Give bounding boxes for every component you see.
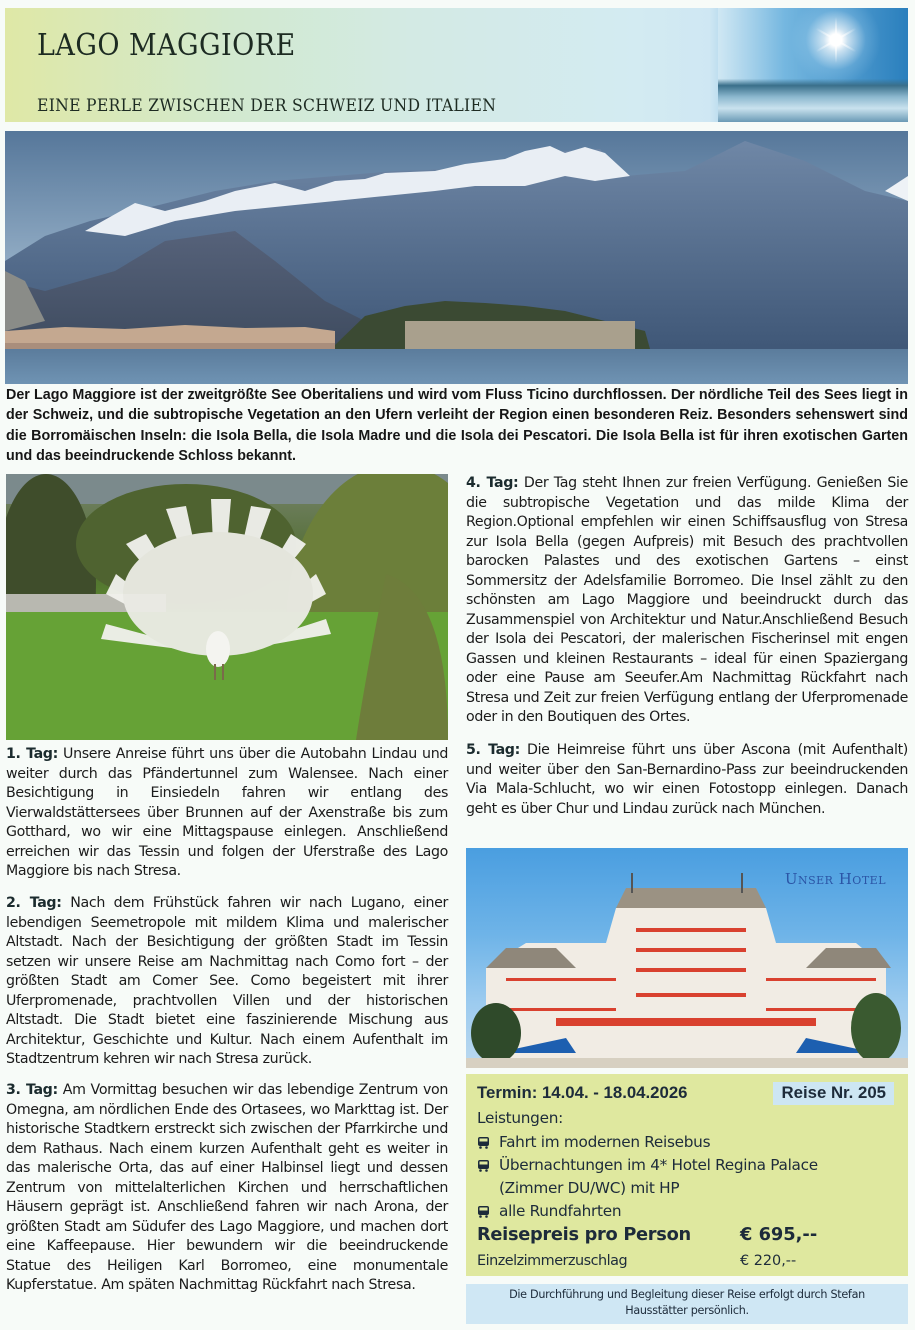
guide-note: Die Durchführung und Begleitung dieser Reise erfolgt durch Stefan Hausstätter persönlich. bbox=[466, 1284, 908, 1324]
day-5-label: 5. Tag: bbox=[466, 742, 520, 758]
mountain-illustration bbox=[5, 131, 908, 384]
day-2-body: Nach dem Frühstück fahren wir nach Lugano, einer lebendigen Seemetropole mit mildem Klima und malerischer Altstadt. Nach der Besichtigung der größten Stadt im Tessin setzen wir unsere Reise am Nachmittag nach Como fort – der größten Stadt am Comer See. Como begeistert mit ihrer Uferpromenade, prachtvollen Villen und der historischen Altstadt. Die Stadt bietet eine faszinierende Mischung aus Architektur, Geschichte und Kultur. Nach einem Aufenthalt im Stadtzentrum kehren wir nach Stresa zurück. bbox=[6, 895, 448, 1067]
intro-paragraph: Der Lago Maggiore ist der zweitgrößte See Oberitaliens und wird vom Fluss Ticino durchflossen. Der nördliche Teil des Sees liegt in der Schweiz, und die subtropische Vegetation an den Ufern verleiht der Region einen besonderen Reiz. Besonders sehenswert sind die Borromäischen Inseln: die Isola Bella, die Isola Madre und die Isola dei Pescatori. Die Isola Bella ist für ihren exotischen Garten und das beeindruckende Schloss bekannt. bbox=[6, 387, 908, 464]
supplement-label: Einzelzimmerzuschlag bbox=[477, 1253, 628, 1269]
hotel-image bbox=[466, 848, 908, 1068]
service-item-continued bbox=[477, 1177, 818, 1200]
page-subtitle: EINE PERLE ZWISCHEN DER SCHWEIZ UND ITALIEN bbox=[37, 96, 497, 116]
day-2-label: 2. Tag: bbox=[6, 895, 62, 911]
single-room-supplement bbox=[466, 1252, 908, 1276]
peacock-garden-image bbox=[6, 474, 448, 740]
travel-dates: Termin: 14.04. - 18.04.2026 bbox=[477, 1083, 688, 1102]
trip-number-badge: Reise Nr. 205 bbox=[773, 1082, 895, 1105]
booking-info-box bbox=[466, 1074, 908, 1252]
price-label: Reisepreis pro Person bbox=[477, 1224, 691, 1245]
day-3-label: 3. Tag: bbox=[6, 1082, 58, 1098]
day-4-text bbox=[466, 474, 908, 728]
service-text: alle Rundfahrten bbox=[499, 1202, 622, 1220]
day-2-text bbox=[6, 894, 448, 1070]
day-3-body: Am Vormittag besuchen wir das lebendige Zentrum von Omegna, am nördlichen Ende des Ortasees, wo Markttag ist. Der historische Stadtkern erstreckt sich zwischen der Pfarrkirche und dem Rathaus. Nach einem kurzen Aufenthalt geht es weiter in das malerische Orta, das auf einer Halbinsel liegt und dessen Zentrum von mittelalterlichen Kirchen und herrschaftlichen Häusern geprägt ist. Anschließend fahren wir nach Arona, der größten Stadt am Südufer des Lago Maggiore, und machen dort eine Kaffeepause. Hier bewundern wir die beeindruckende Statue des Heiligen Karl Borromeo, eine monumentale Kupferstatue. Am späten Nachmittag Rückfahrt nach Stresa. bbox=[6, 1082, 448, 1293]
service-item bbox=[477, 1200, 818, 1223]
header-banner bbox=[5, 8, 908, 122]
hotel-label: Unser Hotel bbox=[784, 870, 886, 888]
day-4-body: Der Tag steht Ihnen zur freien Verfügung. Genießen Sie die subtropische Vegetation und das milde Klima der Region.Optional empfehlen wir einen Schiffsausflug von Stresa zur Isola Bella (gegen Aufpreis) mit Besuch des prachtvollen barocken Palastes und des exotischen Gartens – einst Sommersitz der Adelsfamilie Borromeo. Die Insel zählt zu den schönsten am Lago Maggiore und beeindruckt durch das Zusammenspiel von Architektur und Natur.Anschließend Besuch der Isola dei Pescatori, der malerischen Fischerinsel mit engen Gassen und kleinen Restaurants – ideal für einen Spaziergang oder eine Pause am Seeufer.Am Nachmittag Rückfahrt nach Stresa und Zeit zur freien Verfügung entlang der Uferpromenade oder in den Boutiquen des Ortes. bbox=[466, 475, 908, 725]
service-item bbox=[477, 1154, 818, 1177]
supplement-value: € 220,-- bbox=[740, 1253, 797, 1269]
day-1-body: Unsere Anreise führt uns über die Autobahn Lindau und weiter durch das Pfändertunnel zum Walensee. Nach einer Besichtigung in Einsiedeln fahren wir entlang des Vierwaldstättersees über Brunnen auf der Axenstraße bis zum Gotthard, wo wir eine Mittagspause einlegen. Anschließend erreichen wir das Tessin und folgen der Uferstraße des Lago Maggiore bis nach Stresa. bbox=[6, 746, 448, 879]
bus-icon bbox=[477, 1160, 490, 1172]
sun-lake-image bbox=[718, 8, 908, 122]
peacock-illustration bbox=[6, 474, 448, 740]
page-title: LAGO MAGGIORE bbox=[37, 28, 296, 63]
hero-lake-image bbox=[5, 131, 908, 384]
service-text: (Zimmer DU/WC) mit HP bbox=[499, 1179, 680, 1197]
day-5-body: Die Heimreise führt uns über Ascona (mit Aufenthalt) und weiter über den San-Bernardino-Pass zur beeindruckenden Via Mala-Schlucht, wo wir einen Fotostopp einlegen. Danach geht es über Chur und Lindau zurück nach München. bbox=[466, 742, 908, 817]
price-value: € 695,-- bbox=[740, 1224, 818, 1245]
bus-icon bbox=[477, 1137, 490, 1149]
bus-icon bbox=[477, 1206, 490, 1218]
services-heading: Leistungen: bbox=[477, 1109, 563, 1127]
day-1-label: 1. Tag: bbox=[6, 746, 58, 762]
service-text: Fahrt im modernen Reisebus bbox=[499, 1133, 711, 1151]
services-list bbox=[477, 1131, 818, 1223]
day-1-text bbox=[6, 745, 448, 882]
day-5-text bbox=[466, 741, 908, 819]
service-text: Übernachtungen im 4* Hotel Regina Palace bbox=[499, 1156, 818, 1174]
day-4-label: 4. Tag: bbox=[466, 475, 519, 491]
service-item bbox=[477, 1131, 818, 1154]
day-3-text bbox=[6, 1081, 448, 1296]
